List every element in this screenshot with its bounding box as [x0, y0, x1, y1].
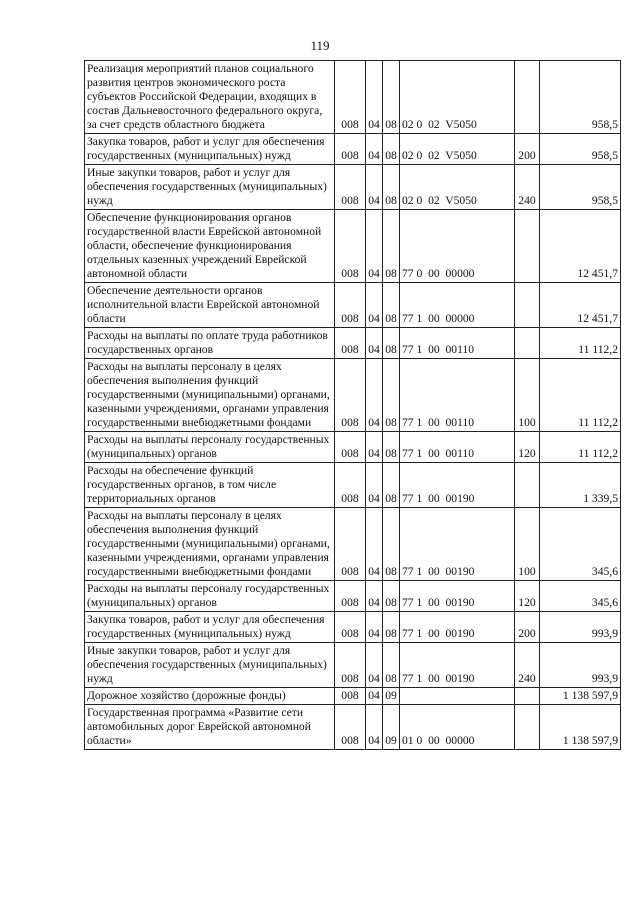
expense-type-code	[515, 688, 540, 705]
expense-type-code	[515, 61, 540, 134]
expense-type-code	[515, 463, 540, 508]
ministry-code: 008	[335, 210, 366, 283]
row-name: Закупка товаров, работ и услуг для обеспечения государственных (муниципальных) нужд	[85, 612, 335, 643]
target-article-code: 77 1 00 00190	[400, 581, 515, 612]
amount: 345,6	[540, 508, 621, 581]
table-row	[85, 283, 621, 328]
table-row	[85, 328, 621, 359]
ministry-code: 008	[335, 463, 366, 508]
ministry-code: 008	[335, 328, 366, 359]
ministry-code: 008	[335, 61, 366, 134]
section-code: 04	[366, 688, 383, 705]
ministry-code: 008	[335, 283, 366, 328]
table-row	[85, 643, 621, 688]
section-code: 04	[366, 463, 383, 508]
amount: 11 112,2	[540, 328, 621, 359]
subsection-code: 08	[383, 328, 400, 359]
expense-type-code: 120	[515, 432, 540, 463]
row-name: Реализация мероприятий планов социального развития центров экономического роста субъектов Российской Федерации, входящих в состав Дальневосточного федерального округа, за счет средств областного бюджета	[85, 61, 335, 134]
target-article-code: 01 0 00 00000	[400, 705, 515, 750]
ministry-code: 008	[335, 134, 366, 165]
target-article-code: 77 1 00 00190	[400, 612, 515, 643]
section-code: 04	[366, 432, 383, 463]
page-number: 119	[310, 38, 330, 53]
target-article-code	[400, 688, 515, 705]
table-row	[85, 688, 621, 705]
subsection-code: 08	[383, 508, 400, 581]
target-article-code: 02 0 02 V5050	[400, 61, 515, 134]
amount: 1 138 597,9	[540, 705, 621, 750]
budget-table	[84, 60, 621, 750]
target-article-code: 77 0 00 00000	[400, 210, 515, 283]
section-code: 04	[366, 165, 383, 210]
table-row	[85, 508, 621, 581]
ministry-code: 008	[335, 688, 366, 705]
table-row	[85, 705, 621, 750]
subsection-code: 08	[383, 210, 400, 283]
expense-type-code: 240	[515, 643, 540, 688]
subsection-code: 08	[383, 612, 400, 643]
subsection-code: 08	[383, 643, 400, 688]
amount: 12 451,7	[540, 283, 621, 328]
target-article-code: 77 1 00 00190	[400, 508, 515, 581]
target-article-code: 02 0 02 V5050	[400, 134, 515, 165]
ministry-code: 008	[335, 643, 366, 688]
section-code: 04	[366, 508, 383, 581]
target-article-code: 77 1 00 00110	[400, 359, 515, 432]
section-code: 04	[366, 134, 383, 165]
ministry-code: 008	[335, 432, 366, 463]
table-row	[85, 432, 621, 463]
row-name: Обеспечение функционирования органов государственной власти Еврейской автономной области, обеспечение функционирования отдельных казенных учреждений Еврейской автономной области	[85, 210, 335, 283]
table-row	[85, 359, 621, 432]
expense-type-code	[515, 328, 540, 359]
amount: 11 112,2	[540, 432, 621, 463]
section-code: 04	[366, 643, 383, 688]
section-code: 04	[366, 581, 383, 612]
ministry-code: 008	[335, 581, 366, 612]
subsection-code: 09	[383, 688, 400, 705]
amount: 958,5	[540, 61, 621, 134]
row-name: Обеспечение деятельности органов исполнительной власти Еврейской автономной области	[85, 283, 335, 328]
target-article-code: 77 1 00 00000	[400, 283, 515, 328]
amount: 993,9	[540, 643, 621, 688]
subsection-code: 08	[383, 283, 400, 328]
section-code: 04	[366, 283, 383, 328]
expense-type-code: 120	[515, 581, 540, 612]
row-name: Дорожное хозяйство (дорожные фонды)	[85, 688, 335, 705]
subsection-code: 08	[383, 463, 400, 508]
ministry-code: 008	[335, 359, 366, 432]
target-article-code: 77 1 00 00190	[400, 643, 515, 688]
section-code: 04	[366, 61, 383, 134]
amount: 958,5	[540, 134, 621, 165]
row-name: Расходы на обеспечение функций государственных органов, в том числе территориальных органов	[85, 463, 335, 508]
subsection-code: 08	[383, 359, 400, 432]
row-name: Расходы на выплаты персоналу в целях обеспечения выполнения функций государственными (муниципальными) органами, казенными учреждениями, органами управления государственными внебюджетными фондами	[85, 359, 335, 432]
subsection-code: 08	[383, 165, 400, 210]
subsection-code: 08	[383, 432, 400, 463]
row-name: Иные закупки товаров, работ и услуг для обеспечения государственных (муниципальных) нужд	[85, 165, 335, 210]
section-code: 04	[366, 210, 383, 283]
row-name: Иные закупки товаров, работ и услуг для обеспечения государственных (муниципальных) нужд	[85, 643, 335, 688]
table-row	[85, 210, 621, 283]
expense-type-code	[515, 283, 540, 328]
table-row	[85, 463, 621, 508]
row-name: Расходы на выплаты персоналу государственных (муниципальных) органов	[85, 581, 335, 612]
row-name: Закупка товаров, работ и услуг для обеспечения государственных (муниципальных) нужд	[85, 134, 335, 165]
amount: 1 339,5	[540, 463, 621, 508]
target-article-code: 77 1 00 00110	[400, 328, 515, 359]
amount: 958,5	[540, 165, 621, 210]
ministry-code: 008	[335, 612, 366, 643]
subsection-code: 08	[383, 61, 400, 134]
amount: 345,6	[540, 581, 621, 612]
target-article-code: 77 1 00 00190	[400, 463, 515, 508]
budget-table-body	[85, 61, 621, 750]
expense-type-code: 200	[515, 612, 540, 643]
expense-type-code	[515, 210, 540, 283]
ministry-code: 008	[335, 705, 366, 750]
ministry-code: 008	[335, 165, 366, 210]
table-row	[85, 134, 621, 165]
table-row	[85, 61, 621, 134]
row-name: Расходы на выплаты по оплате труда работников государственных органов	[85, 328, 335, 359]
expense-type-code: 200	[515, 134, 540, 165]
amount: 11 112,2	[540, 359, 621, 432]
table-row	[85, 612, 621, 643]
expense-type-code: 100	[515, 359, 540, 432]
subsection-code: 09	[383, 705, 400, 750]
amount: 1 138 597,9	[540, 688, 621, 705]
subsection-code: 08	[383, 581, 400, 612]
section-code: 04	[366, 612, 383, 643]
section-code: 04	[366, 359, 383, 432]
ministry-code: 008	[335, 508, 366, 581]
expense-type-code: 100	[515, 508, 540, 581]
row-name: Расходы на выплаты персоналу государственных (муниципальных) органов	[85, 432, 335, 463]
target-article-code: 02 0 02 V5050	[400, 165, 515, 210]
row-name: Государственная программа «Развитие сети автомобильных дорог Еврейской автономной области»	[85, 705, 335, 750]
row-name: Расходы на выплаты персоналу в целях обеспечения выполнения функций государственными (муниципальными) органами, казенными учреждениями, органами управления государственными внебюджетными фондами	[85, 508, 335, 581]
expense-type-code: 240	[515, 165, 540, 210]
amount: 12 451,7	[540, 210, 621, 283]
section-code: 04	[366, 328, 383, 359]
subsection-code: 08	[383, 134, 400, 165]
section-code: 04	[366, 705, 383, 750]
table-row	[85, 581, 621, 612]
expense-type-code	[515, 705, 540, 750]
amount: 993,9	[540, 612, 621, 643]
table-row	[85, 165, 621, 210]
target-article-code: 77 1 00 00110	[400, 432, 515, 463]
